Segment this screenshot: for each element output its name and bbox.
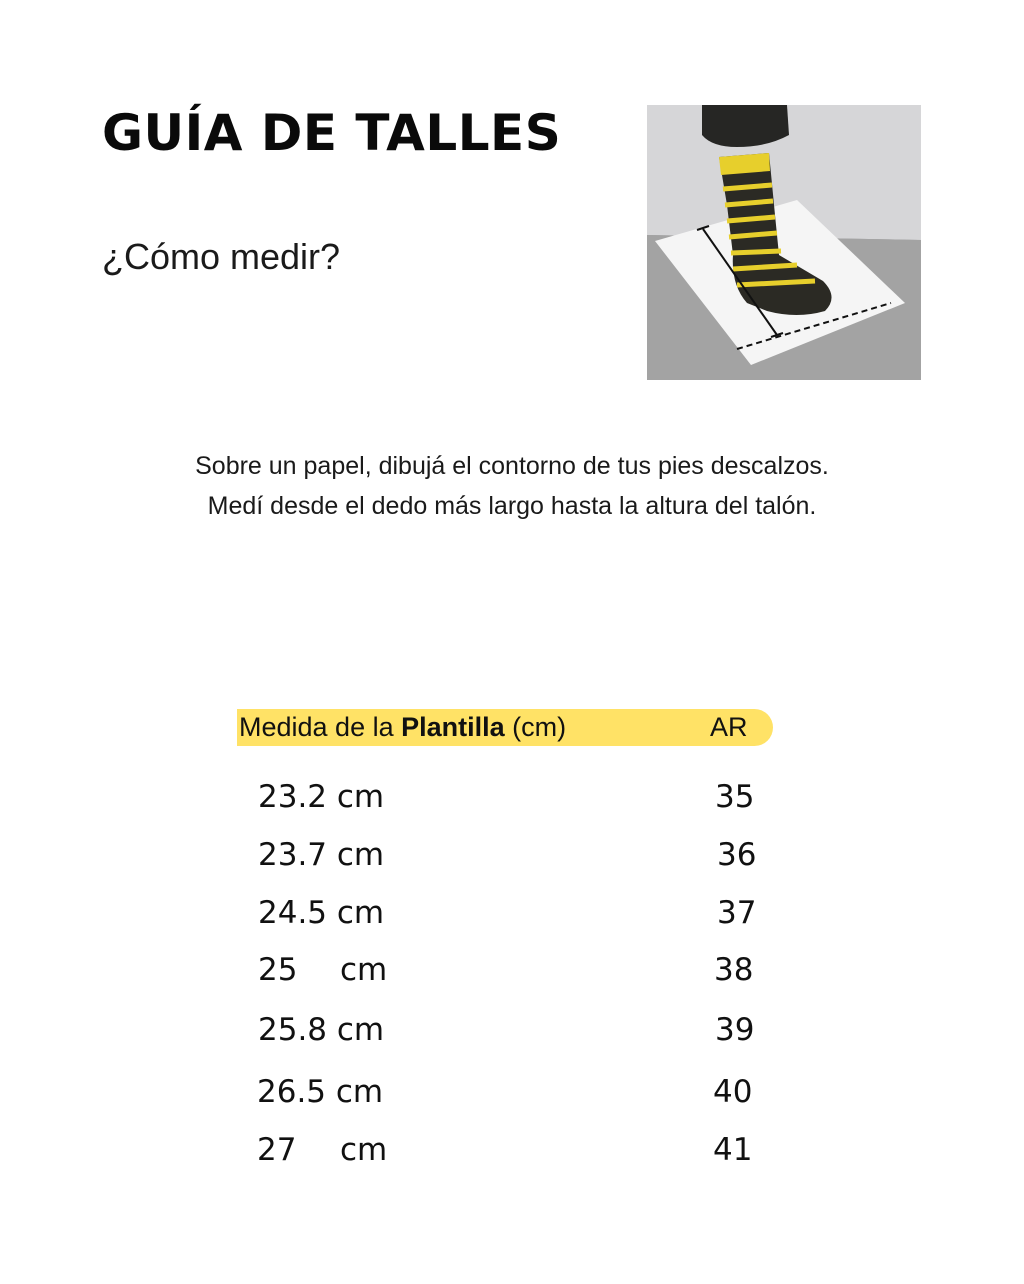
row-ar: 38 — [714, 952, 754, 988]
row-unit: cm — [340, 1132, 388, 1168]
row-measure: 27 — [257, 1132, 297, 1168]
row-measure: 25 — [258, 952, 298, 988]
page-title: GUÍA DE TALLES — [102, 104, 562, 162]
foot-measure-photo — [647, 105, 921, 380]
subtitle: ¿Cómo medir? — [102, 236, 341, 277]
row-measure: 26.5 cm — [257, 1074, 384, 1110]
instructions-line-2: Medí desde el dedo más largo hasta la altura del talón. — [207, 492, 817, 520]
header-measure-bold: Plantilla — [401, 712, 505, 742]
row-unit: cm — [340, 952, 388, 988]
row-measure: 23.2 cm — [258, 779, 385, 815]
row-measure: 25.8 cm — [258, 1012, 385, 1048]
row-ar: 37 — [717, 895, 757, 931]
row-measure: 24.5 cm — [258, 895, 385, 931]
measure-instructions — [0, 446, 1024, 526]
header-measure — [239, 709, 566, 746]
header-measure-suffix: (cm) — [504, 712, 567, 742]
row-ar: 35 — [715, 779, 755, 815]
row-ar: 36 — [717, 837, 757, 873]
row-ar: 39 — [715, 1012, 755, 1048]
size-table-header — [237, 709, 773, 746]
row-ar: 41 — [713, 1132, 753, 1168]
header-measure-prefix: Medida de la — [239, 712, 402, 742]
row-measure: 23.7 cm — [258, 837, 385, 873]
instructions-line-1: Sobre un papel, dibujá el contorno de tus pies descalzos. — [195, 452, 829, 480]
row-ar: 40 — [713, 1074, 753, 1110]
header-ar: AR — [710, 712, 748, 742]
